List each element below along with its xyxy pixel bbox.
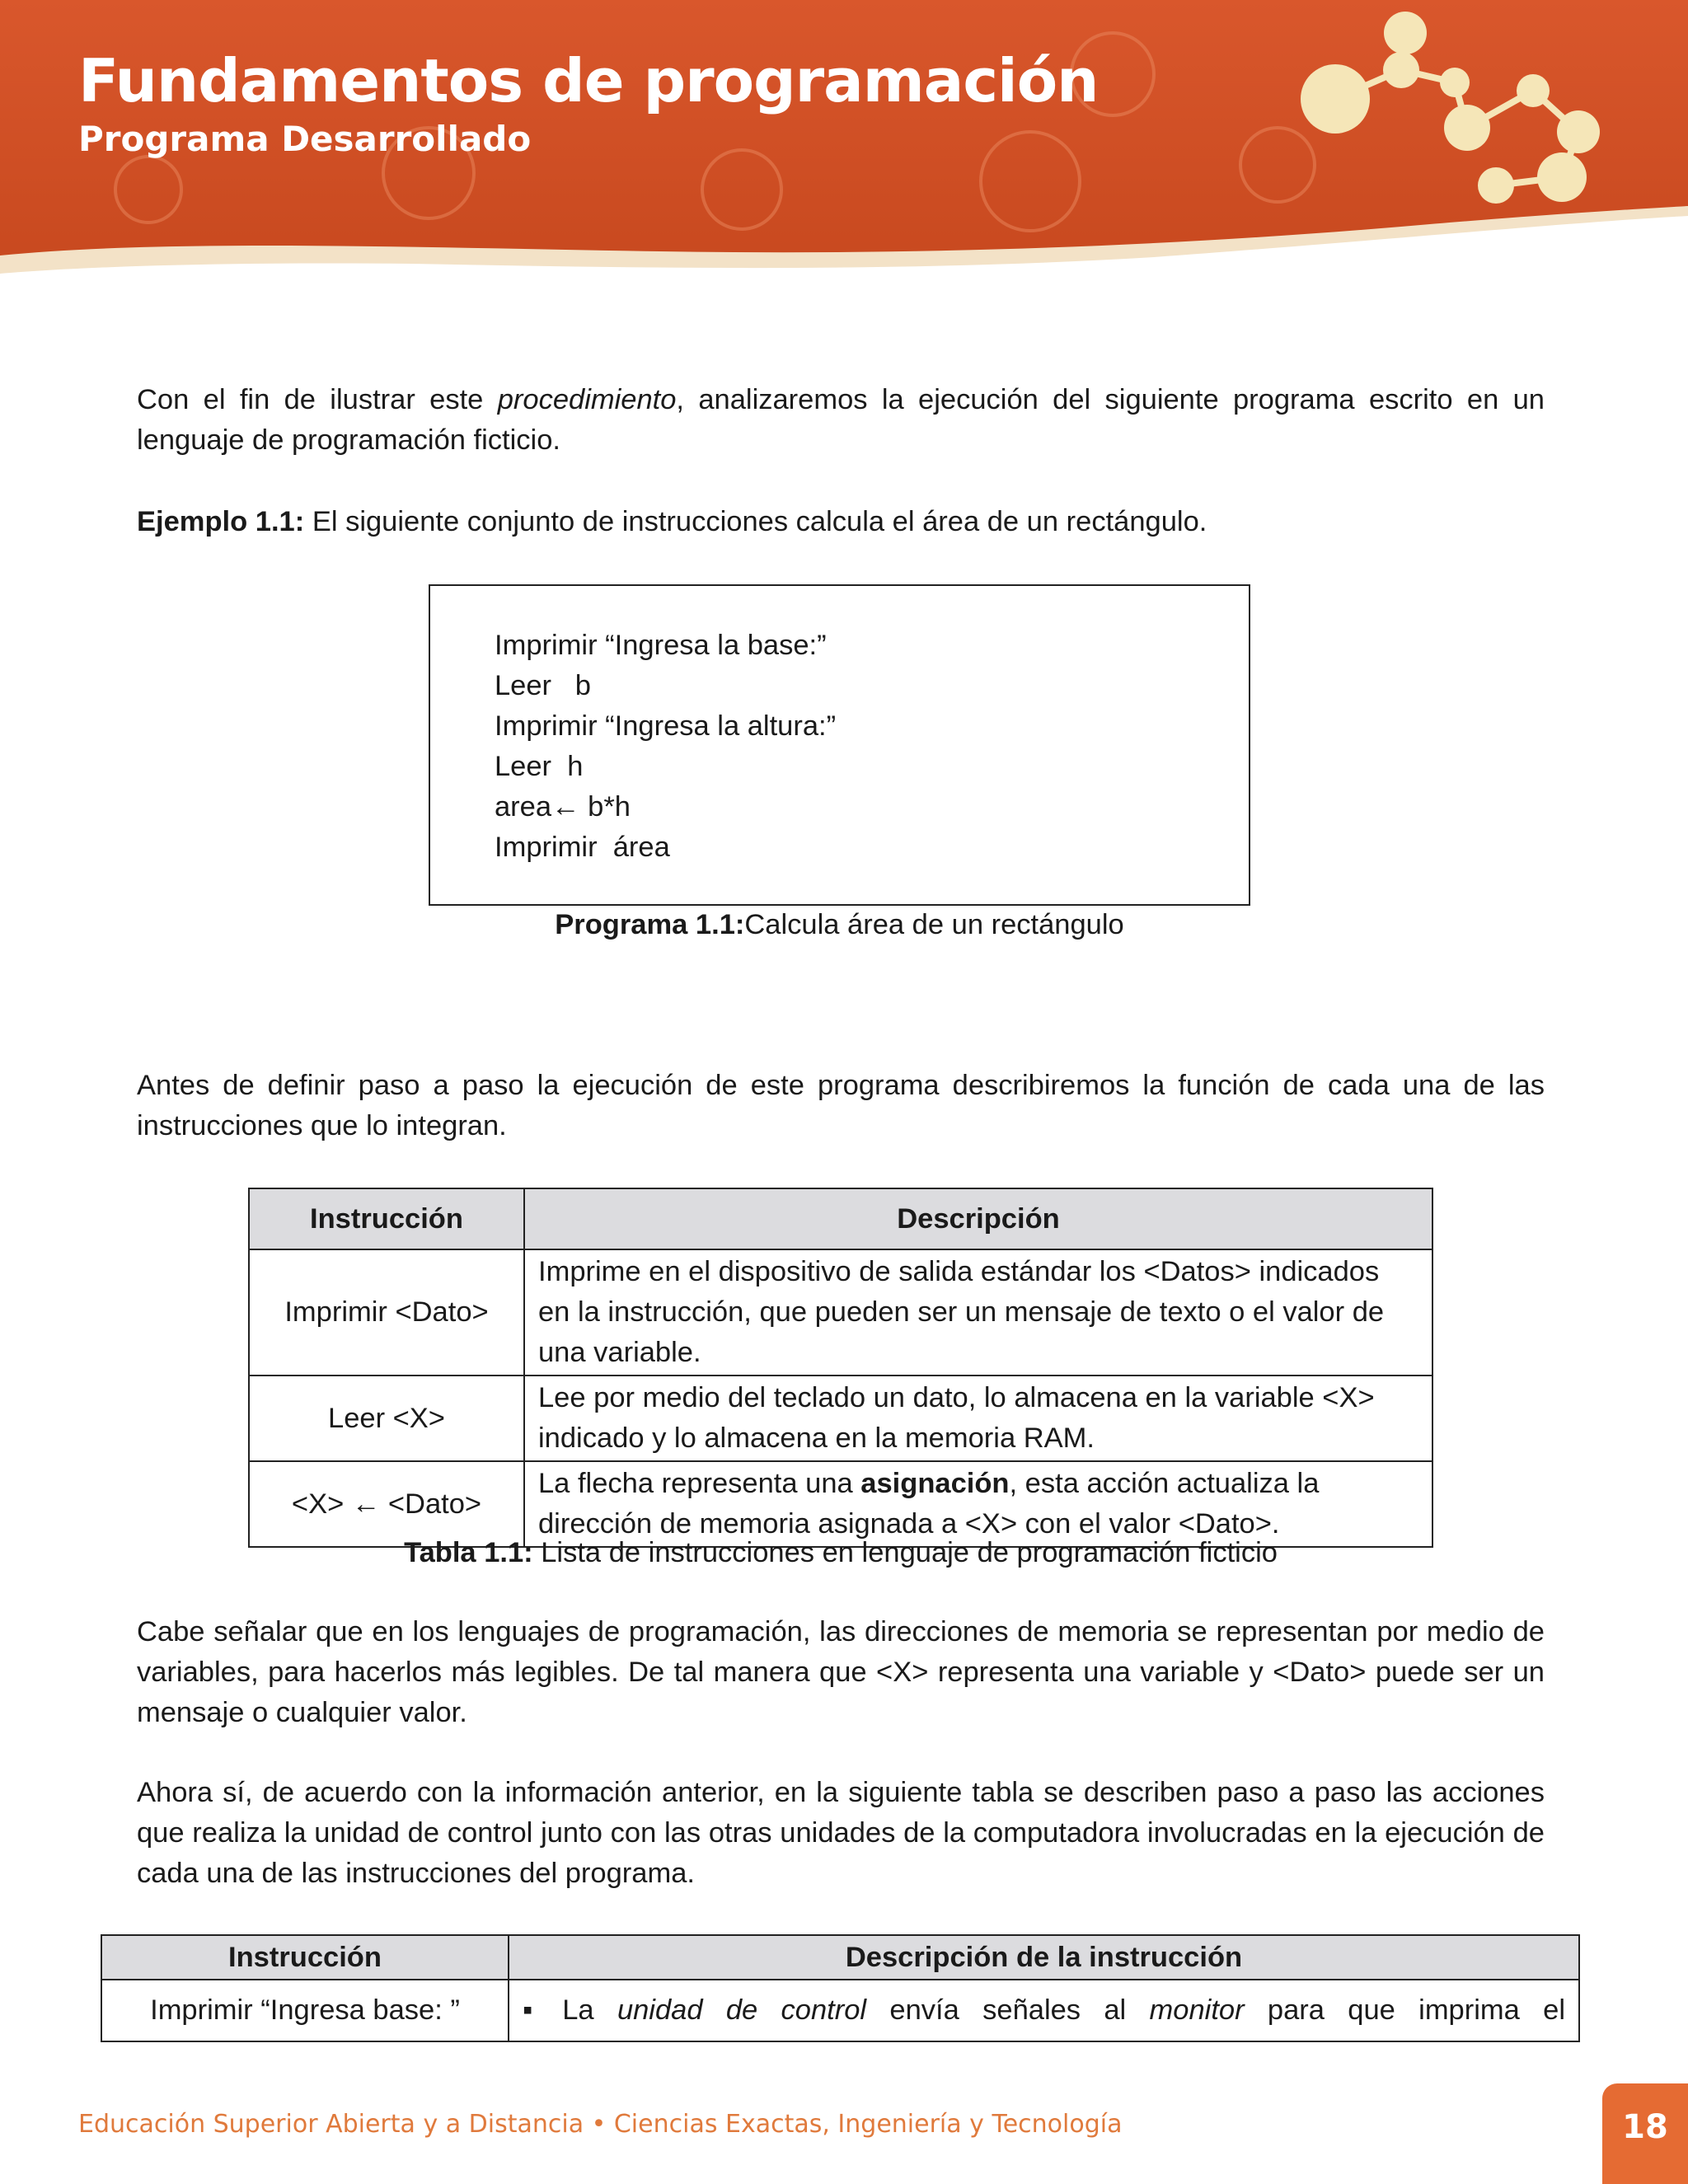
- example-label: Ejemplo 1.1:: [137, 506, 305, 537]
- execution-table: [101, 1934, 1580, 2042]
- example-paragraph: Ejemplo 1.1: El siguiente conjunto de instrucciones calcula el área de un rectángulo.: [137, 506, 1207, 537]
- footer-text: Educación Superior Abierta y a Distancia • Ciencias Exactas, Ingeniería y Tecnología: [78, 2110, 1123, 2139]
- paragraph-2: Antes de definir paso a paso la ejecución de este programa describiremos la función de cada una de las instrucciones que lo integran.: [137, 1070, 1545, 1141]
- bullet-icon: ▪: [523, 1994, 533, 2026]
- table-header-instruction: Instrucción: [101, 1935, 509, 1980]
- table-caption: Tabla 1.1: Lista de instrucciones en lenguaje de programación ficticio: [404, 1537, 1278, 1568]
- page-number-tab: [1602, 2083, 1688, 2184]
- intro-paragraph: Con el fin de ilustrar este procedimiento, analizaremos la ejecución del siguiente programa escrito en un lenguaje de programación ficticio.: [137, 384, 1545, 456]
- description-cell: Lee por medio del teclado un dato, lo almacena en la variable <X> indicado y lo almacena en la memoria RAM.: [524, 1376, 1432, 1461]
- table-header-description: Descripción: [524, 1188, 1432, 1249]
- description-cell: Imprime en el dispositivo de salida estándar los <Datos> indicados en la instrucción, que pueden ser un mensaje de texto o el valor de una variable.: [524, 1249, 1432, 1376]
- program-line: Imprimir “Ingresa la altura:”: [495, 710, 837, 742]
- table-header-description: Descripción de la instrucción: [509, 1935, 1579, 1980]
- program-caption: Programa 1.1:Calcula área de un rectángulo: [555, 909, 1124, 940]
- table-row: [249, 1376, 1432, 1461]
- instruction-cell: Leer <X>: [249, 1376, 524, 1461]
- program-code-box: [429, 584, 1250, 906]
- program-line: Leer b: [495, 670, 591, 701]
- program-line: Imprimir área: [495, 832, 670, 863]
- instruction-cell: <X> ← <Dato>: [249, 1461, 524, 1547]
- page-number: 18: [1622, 2108, 1668, 2146]
- instructions-table: [248, 1188, 1433, 1548]
- instruction-cell: Imprimir <Dato>: [249, 1249, 524, 1376]
- program-line: Leer h: [495, 751, 584, 782]
- program-line: area← b*h: [495, 791, 631, 823]
- paragraph-4: Ahora sí, de acuerdo con la información anterior, en la siguiente tabla se describen paso a paso las acciones que realiza la unidad de control junto con las otras unidades de la computadora involucradas en la ejecución de cada una de las instrucciones del programa.: [137, 1777, 1545, 1889]
- program-line: Imprimir “Ingresa la base:”: [495, 630, 827, 661]
- document-title: Fundamentos de programación: [78, 46, 1099, 115]
- document-subtitle: Programa Desarrollado: [78, 119, 532, 159]
- description-cell: La flecha representa una asignación, esta acción actualiza la dirección de memoria asignada a <X> con el valor <Dato>.: [524, 1461, 1432, 1547]
- table-row: [249, 1249, 1432, 1376]
- description-cell: ▪ La unidad de control envía señales al monitor para que imprima el: [509, 1980, 1579, 2041]
- table-header-instruction: Instrucción: [249, 1188, 524, 1249]
- paragraph-3: Cabe señalar que en los lenguajes de programación, las direcciones de memoria se representan por medio de variables, para hacerlos más legibles. De tal manera que <X> representa una variable y <Dato> puede ser un mensaje o cualquier valor.: [137, 1616, 1545, 1728]
- table-row: [101, 1980, 1579, 2041]
- instruction-cell: Imprimir “Ingresa base: ”: [101, 1980, 509, 2041]
